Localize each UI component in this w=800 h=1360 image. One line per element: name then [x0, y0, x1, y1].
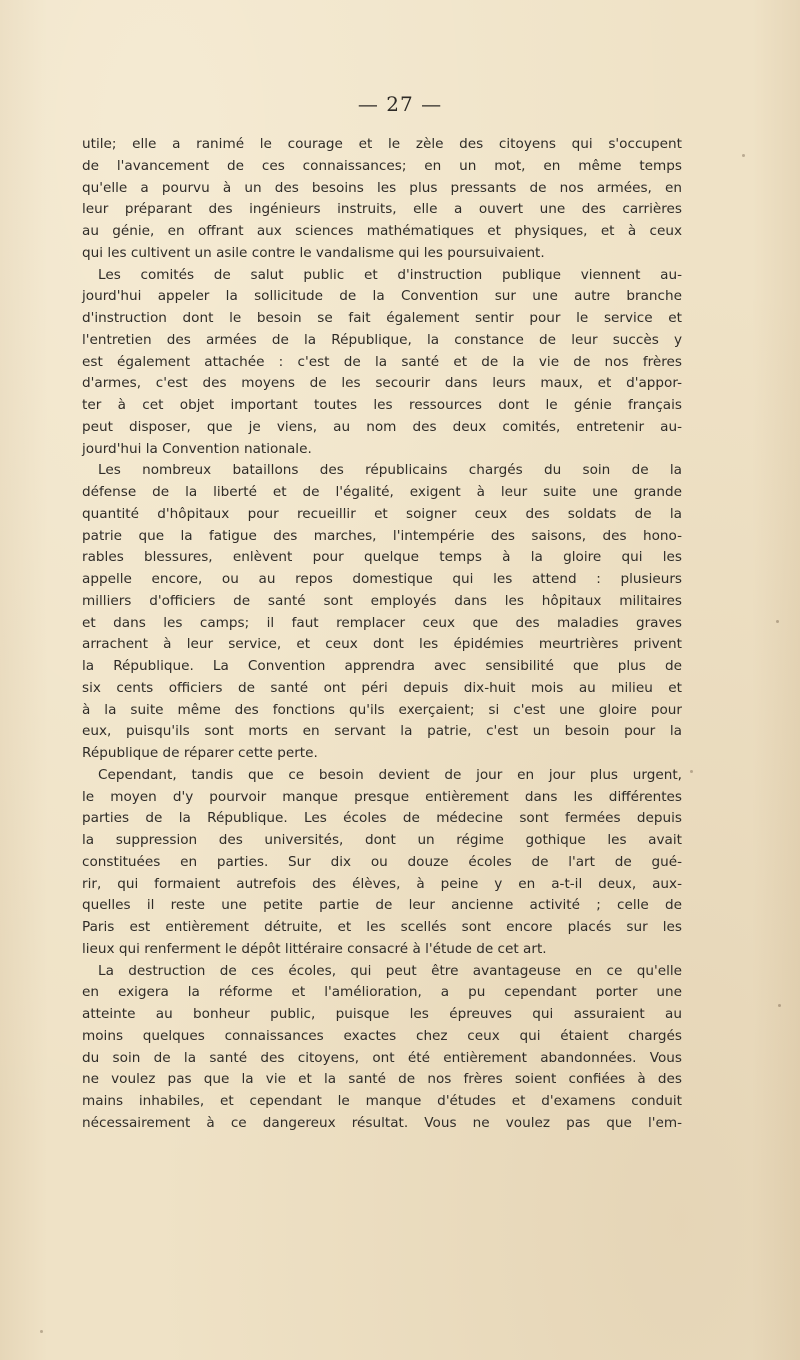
text-line: la suppression des universités, dont un régime gothique les avait — [82, 832, 682, 848]
text-line: Les nombreux bataillons des républicains chargés du soin de la — [98, 462, 682, 479]
paper-speck — [776, 620, 779, 623]
text-line: mains inhabiles, et cependant le manque d'études et d'examens conduit — [82, 1093, 682, 1109]
paragraph-4 — [82, 765, 682, 961]
text-line: jourd'hui la Convention nationale. — [82, 440, 312, 457]
text-line: en exigera la réforme et l'amélioration, a pu cependant porter une — [82, 984, 682, 1001]
paragraph-1 — [82, 134, 682, 265]
text-line: rables blessures, enlèvent pour quelque temps à la gloire qui les — [82, 549, 682, 566]
text-line: rir, qui formaient autrefois des élèves, à peine y en a-t-il deux, aux- — [82, 875, 682, 892]
text-line: nécessairement à ce dangereux résultat. Vous ne voulez pas que l'em- — [82, 1114, 682, 1131]
text-line: ter à cet objet important toutes les ressources dont le génie français — [82, 397, 682, 413]
paragraph-5 — [82, 961, 682, 1135]
text-line: six cents officiers de santé ont péri depuis dix-huit mois au milieu et — [82, 679, 682, 696]
text-line: parties de la République. Les écoles de médecine sont fermées depuis — [82, 810, 682, 827]
text-line: quantité d'hôpitaux pour recueillir et soigner ceux des soldats de la — [82, 505, 682, 522]
text-line: de l'avancement de ces connaissances; en un mot, en même temps — [82, 157, 682, 174]
text-line: constituées en parties. Sur dix ou douze écoles de l'art de gué- — [82, 853, 682, 870]
text-line: d'armes, c'est des moyens de les secourir dans leurs maux, et d'appor- — [82, 375, 682, 392]
paragraph-2 — [82, 265, 682, 461]
text-line: au génie, en offrant aux sciences mathématiques et physiques, et à ceux — [82, 223, 682, 239]
text-line: La destruction de ces écoles, qui peut être avantageuse en ce qu'elle — [98, 962, 682, 979]
text-line: République de réparer cette perte. — [82, 745, 318, 761]
text-line: et dans les camps; il faut remplacer ceux que des maladies graves — [82, 614, 682, 631]
text-line: leur préparant des ingénieurs instruits, elle a ouvert une des carrières — [82, 201, 682, 218]
text-line: Paris est entièrement détruite, et les scellés sont encore placés sur les — [82, 919, 682, 935]
text-line: atteinte au bonheur public, puisque les épreuves qui assuraient au — [82, 1006, 682, 1022]
text-line: arrachent à leur service, et ceux dont les épidémies meurtrières privent — [82, 636, 682, 653]
text-line: quelles il reste une petite partie de leur ancienne activité ; celle de — [82, 897, 682, 914]
text-line: appelle encore, ou au repos domestique qui les attend : plusieurs — [82, 571, 682, 587]
text-line: d'instruction dont le besoin se fait également sentir pour le service et — [82, 310, 682, 326]
text-line: eux, puisqu'ils sont morts en servant la patrie, c'est un besoin pour la — [82, 723, 682, 740]
text-line: milliers d'officiers de santé sont employés dans les hôpitaux militaires — [82, 592, 682, 609]
text-line: l'entretien des armées de la République, la constance de leur succès y — [82, 331, 682, 348]
text-line: défense de la liberté et de l'égalité, exigent à leur suite une grande — [82, 484, 682, 500]
text-line: Cependant, tandis que ce besoin devient de jour en jour plus urgent, — [98, 766, 682, 783]
paper-speck — [40, 1330, 43, 1333]
text-line: ne voulez pas que la vie et la santé de nos frères soient confiées à des — [82, 1071, 682, 1088]
text-line: à la suite même des fonctions qu'ils exerçaient; si c'est une gloire pour — [82, 701, 682, 718]
page-number: — 27 — — [357, 92, 443, 116]
text-line: peut disposer, que je viens, au nom des deux comités, entretenir au- — [82, 418, 682, 435]
text-line: le moyen d'y pourvoir manque presque entièrement dans les différentes — [82, 788, 682, 805]
text-line: moins quelques connaissances exactes chez ceux qui étaient chargés — [82, 1027, 682, 1044]
paragraph-3 — [82, 460, 682, 765]
paper-speck — [690, 770, 693, 773]
text-line: du soin de la santé des citoyens, ont été entièrement abandonnées. Vous — [82, 1049, 682, 1066]
text-line: est également attachée : c'est de la santé et de la vie de nos frères — [82, 353, 682, 370]
text-line: qui les cultivent un asile contre le vandalisme qui les poursuivaient. — [82, 244, 545, 261]
text-line: Les comités de salut public et d'instruction publique viennent au- — [98, 266, 682, 283]
body-text — [82, 134, 682, 1135]
text-line: utile; elle a ranimé le courage et le zèle des citoyens qui s'occupent — [82, 136, 682, 152]
paper-speck — [742, 154, 745, 157]
text-line: lieux qui renferment le dépôt littéraire consacré à l'étude de cet art. — [82, 940, 547, 957]
text-line: qu'elle a pourvu à un des besoins les plus pressants de nos armées, en — [82, 179, 682, 196]
paper-speck — [778, 1004, 781, 1007]
text-line: la République. La Convention apprendra avec sensibilité que plus de — [82, 658, 682, 674]
text-line: patrie que la fatigue des marches, l'intempérie des saisons, des hono- — [82, 527, 682, 544]
text-line: jourd'hui appeler la sollicitude de la Convention sur une autre branche — [82, 288, 682, 305]
